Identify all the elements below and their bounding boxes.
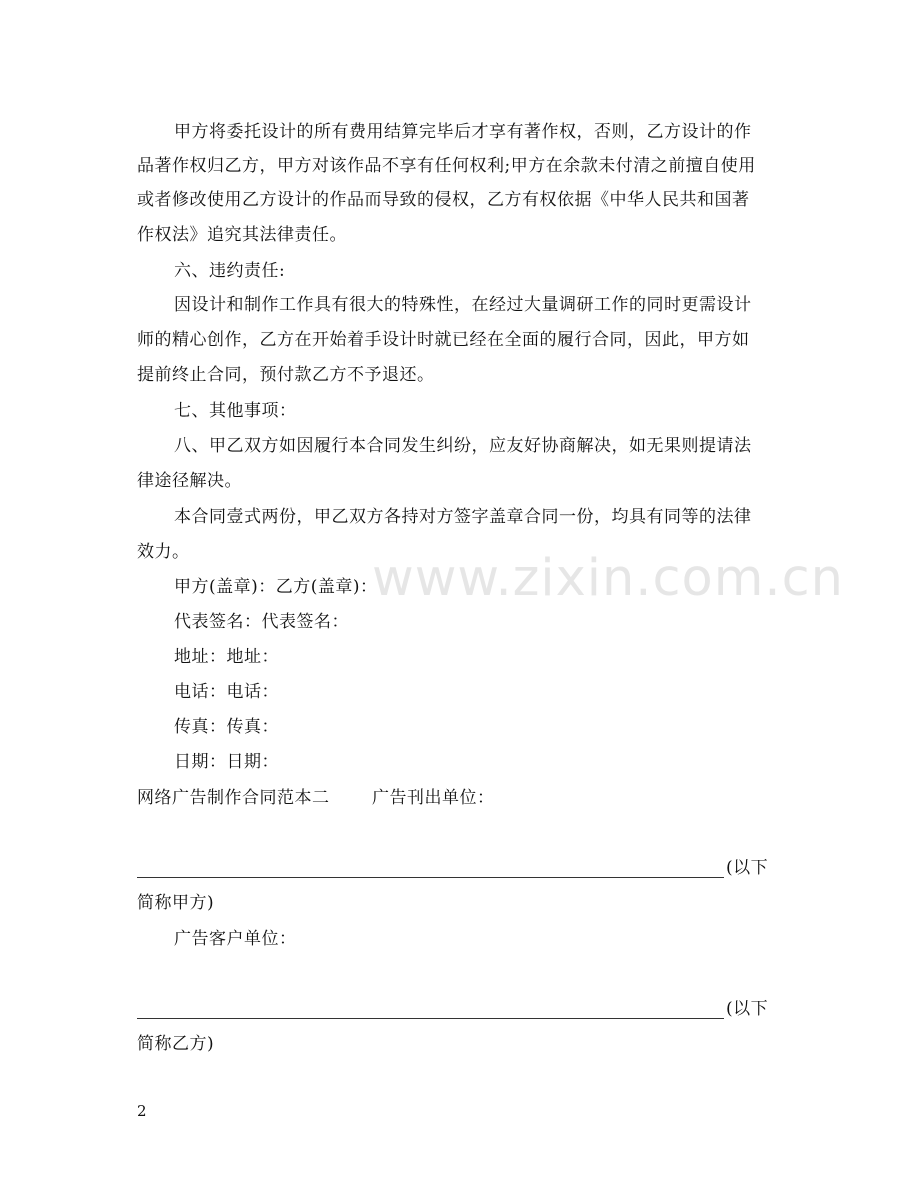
publisher-label: 广告刊出单位： [372, 788, 495, 808]
paragraph-line: 八、甲乙双方如因履行本合同发生纠纷，应友好协商解决，如无果则提请法 [174, 436, 752, 456]
contract-title: 网络广告制作合同范本二 [137, 788, 330, 808]
paragraph-line: 师的精心创作，乙方在开始着手设计时就已经在全面的履行合同，因此，甲方如 [137, 330, 750, 350]
signature-field: 传真：传真： [174, 717, 279, 737]
paragraph-line: 提前终止合同，预付款乙方不予退还。 [137, 365, 435, 385]
paragraph-line: 因设计和制作工作具有很大的特殊性，在经过大量调研工作的同时更需设计 [174, 295, 752, 315]
abbreviation-line: 简称甲方) [137, 893, 215, 913]
blank-line [137, 877, 724, 878]
signature-field: 电话：电话： [174, 682, 279, 702]
blank-line [137, 1018, 724, 1019]
paragraph-line: 本合同壹式两份，甲乙双方各持对方签字盖章合同一份，均具有同等的法律 [174, 507, 752, 527]
page-number: 2 [137, 1102, 147, 1120]
blank-suffix: (以下 [726, 858, 769, 878]
section-heading: 七、其他事项： [174, 401, 297, 421]
watermark: www.zixin.com.cn [372, 549, 844, 608]
paragraph-line: 或者修改使用乙方设计的作品而导致的侵权，乙方有权依据《中华人民共和国著 [137, 190, 750, 210]
paragraph-line: 效力。 [137, 542, 190, 562]
paragraph-line: 作权法》追究其法律责任。 [137, 225, 347, 245]
paragraph-line: 律途径解决。 [137, 471, 242, 491]
client-label: 广告客户单位： [174, 929, 297, 949]
paragraph-line: 品著作权归乙方，甲方对该作品不享有任何权利;甲方在余款未付清之前擅自使用 [137, 156, 756, 176]
signature-field: 日期：日期： [174, 752, 279, 772]
blank-suffix: (以下 [726, 999, 769, 1019]
section-heading: 六、违约责任: [174, 261, 286, 281]
signature-field: 甲方(盖章)：乙方(盖章)： [174, 577, 378, 597]
signature-field: 地址：地址： [174, 647, 279, 667]
signature-field: 代表签名：代表签名： [174, 612, 349, 632]
paragraph-line: 甲方将委托设计的所有费用结算完毕后才享有著作权，否则，乙方设计的作 [174, 122, 752, 142]
abbreviation-line: 简称乙方) [137, 1034, 215, 1054]
